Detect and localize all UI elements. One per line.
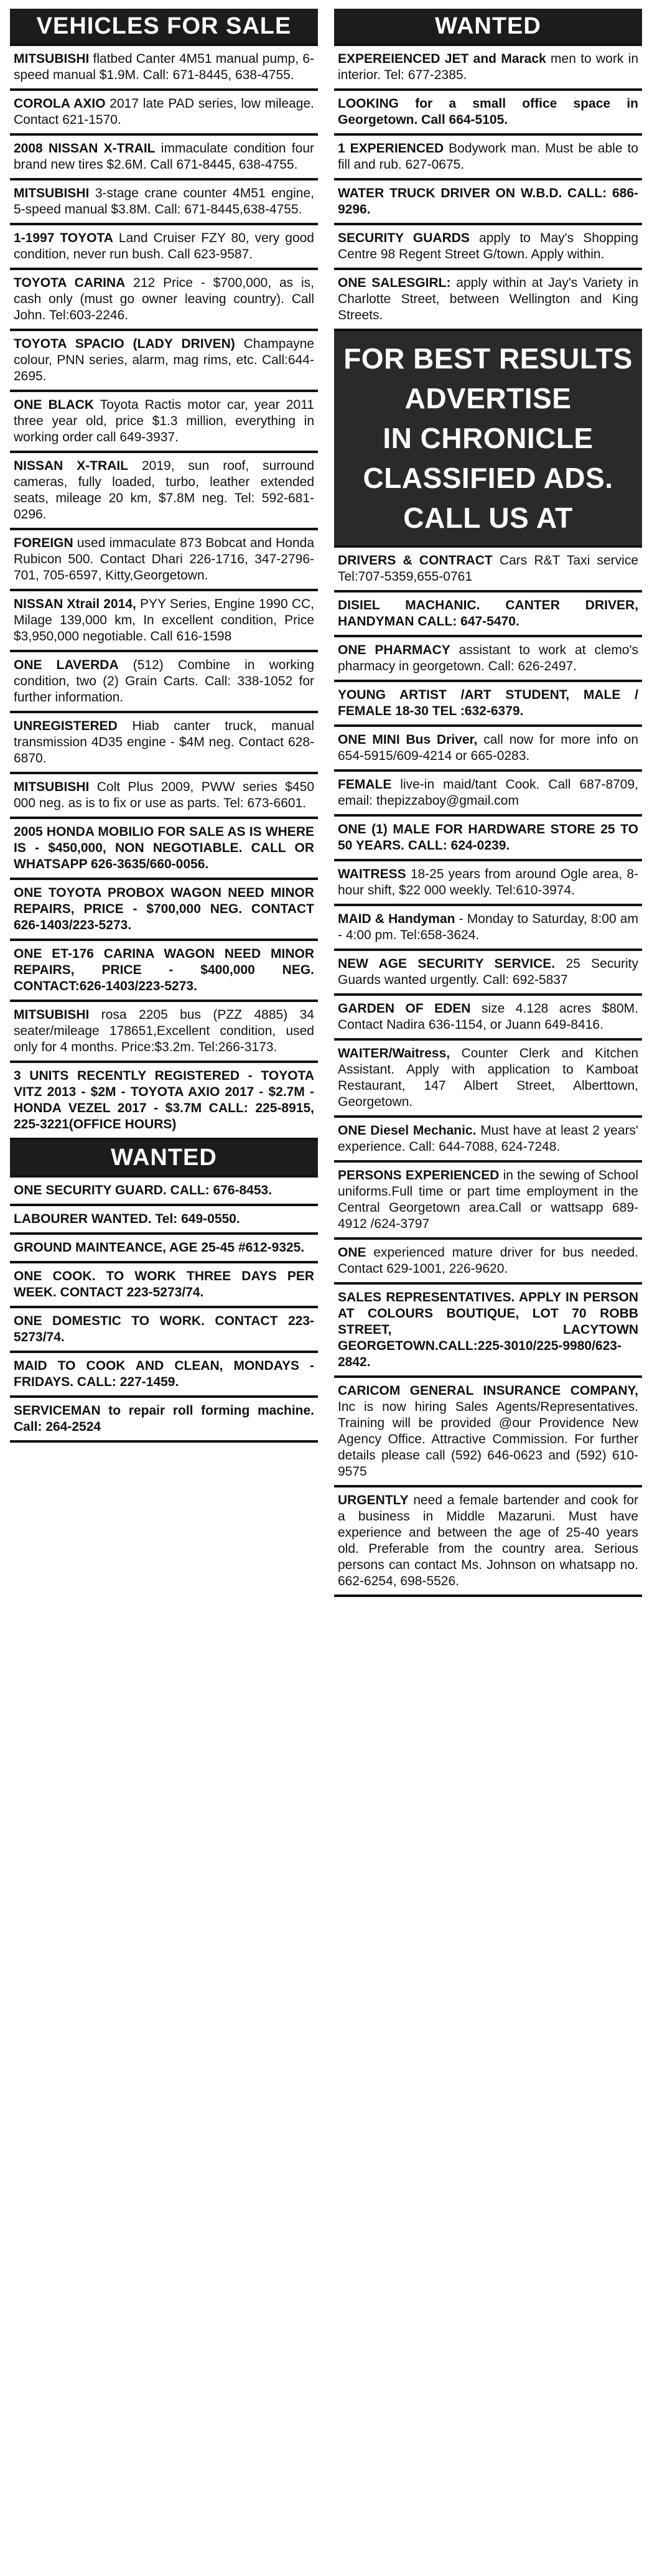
- ad-heading: MITSUBISHI: [14, 186, 90, 200]
- ad-body: 212 Price - $700,000, as is, cash only (must go owner leaving country). Call John. Tel:603-2246.: [14, 276, 314, 322]
- left-column: [10, 9, 318, 2576]
- wanted-list-left: [10, 1175, 318, 1443]
- wanted-header-right: WANTED: [334, 9, 642, 44]
- ad-body: assistant to work at clemo's pharmacy in georgetown. Call: 626-2497.: [338, 643, 638, 673]
- ad-body: flatbed Canter 4M51 manual pump, 6-speed manual $1.9M. Call: 671-8445, 638-4755.: [14, 52, 314, 82]
- classified-ad: [10, 44, 318, 88]
- ad-body: Must have at least 2 years' experience. Call: 644-7088, 624-7248.: [338, 1123, 638, 1154]
- classified-ad: [334, 814, 642, 859]
- ad-heading: URGENTLY: [338, 1493, 409, 1507]
- classified-ad: [10, 589, 318, 650]
- classified-ad: [10, 817, 318, 878]
- classified-ad: [10, 1061, 318, 1140]
- ad-heading: ONE ET-176 CARINA WAGON NEED MINOR REPAIRS, PRICE - $400,000 NEG. CONTACT:626-1403/223-5273.: [14, 947, 314, 993]
- ad-body: rosa 2205 bus (PZZ 4885) 34 seater/mileage 178651,Excellent condition, used only for 4 months. Price:$3.2m. Tel:266-3173.: [14, 1008, 314, 1054]
- classified-ad: [334, 1038, 642, 1115]
- ad-heading: PERSONS EXPERIENCED: [338, 1168, 500, 1183]
- ad-heading: WAITRESS: [338, 867, 406, 881]
- ad-heading: ONE Diesel Mechanic.: [338, 1123, 477, 1138]
- classified-ad: [334, 859, 642, 904]
- classified-ad: [334, 1160, 642, 1237]
- promo-line: CLASSIFIED ADS.: [363, 462, 613, 494]
- ad-body: Champayne colour, PNN series, alarm, mag rims, etc. Call:644-2695.: [14, 337, 314, 383]
- ad-heading: MAID TO COOK AND CLEAN, MONDAYS - FRIDAYS. CALL: 227-1459.: [14, 1359, 314, 1389]
- ad-body: 2017 late PAD series, low mileage. Contact 621-1570.: [14, 96, 314, 127]
- ad-heading: ONE BLACK: [14, 398, 95, 412]
- ad-heading: NISSAN X-TRAIL: [14, 459, 129, 473]
- promo-line: CALL US AT: [403, 502, 573, 534]
- ad-body: PYY Series, Engine 1990 CC, Milage 139,000 km, In excellent condition, Price $3,950,000 negotiable. Call 616-1598: [14, 597, 314, 644]
- ad-heading: GROUND MAINTEANCE, AGE 25-45 #612-9325.: [14, 1240, 305, 1255]
- ad-heading: ONE SECURITY GUARD.: [14, 1183, 167, 1197]
- classified-ad: [334, 948, 642, 993]
- promo-line: ADVERTISE: [404, 382, 572, 415]
- classified-ad: [10, 1306, 318, 1351]
- ad-heading: UNREGISTERED: [14, 719, 118, 733]
- ad-heading: SALES REPRESENTATIVES. APPLY IN PERSON AT COLOURS BOUTIQUE, LOT 70 ROBB STREET, LACYTOWN GEORGETOWN.CALL:225-3010/225-9980/623-2842.: [338, 1290, 638, 1369]
- ad-heading: MITSUBISHI: [14, 780, 90, 794]
- classified-ad: [334, 993, 642, 1038]
- ad-heading: YOUNG ARTIST /ART STUDENT, MALE / FEMALE 18-30 TEL :632-6379.: [338, 688, 638, 718]
- ad-heading: ONE MINI Bus Driver,: [338, 733, 478, 747]
- ad-body: Tel: 649-0550.: [151, 1212, 240, 1226]
- ad-body: Bodywork man. Must be able to fill and rub. 627-0675.: [338, 141, 638, 172]
- ad-heading: ONE LAVERDA: [14, 658, 119, 672]
- classified-ad: [10, 223, 318, 268]
- promo-line: IN CHRONICLE: [383, 422, 594, 454]
- classified-ad: [10, 1395, 318, 1443]
- ad-body: - Monday to Saturday, 8:00 am - 4:00 pm. Tel:658-3624.: [338, 912, 638, 942]
- ad-body: Cars R&T Taxi service Tel:707-5359,655-0761: [338, 553, 638, 584]
- ad-body: need a female bartender and cook for a business in Middle Mazaruni. Must have experience and between the age of 25-40 years old. Preferable from the country area. Serious persons can contact Ms. Johnson on whatsapp no. 662-6254, 698-5526.: [338, 1493, 638, 1588]
- classified-ad: [334, 88, 642, 133]
- ad-body: to repair roll forming machine. Call: 264-2524: [14, 1403, 314, 1434]
- wanted-list-bottom: [334, 545, 642, 1597]
- classified-ad: [334, 1375, 642, 1485]
- classified-ad: [10, 711, 318, 772]
- ad-body: men to work in interior. Tel: 677-2385.: [338, 52, 639, 82]
- ad-body: Land Cruiser FZY 80, very good condition, never run bush. Call 623-9587.: [14, 231, 314, 261]
- ad-body: Counter Clerk and Kitchen Assistant. Apply with application to Kamboat Restaurant, 147 Albert Street, Alberttown, Georgetown.: [338, 1046, 638, 1109]
- ad-heading: ONE COOK. TO WORK THREE DAYS PER WEEK. CONTACT 223-5273/74.: [14, 1269, 314, 1300]
- ad-heading: EXPEREIENCED JET and Marack: [338, 52, 546, 66]
- classified-ad: [10, 268, 318, 329]
- vehicles-list: [10, 44, 318, 1140]
- classified-ad: [10, 878, 318, 939]
- ad-body: 18-25 years from around Ogle area, 8-hour shift, $22 000 weekly. Tel:610-3974.: [338, 867, 638, 897]
- ad-heading: SECURITY GUARDS: [338, 231, 470, 245]
- classified-ad: [334, 178, 642, 223]
- ad-heading: DRIVERS & CONTRACT: [338, 553, 493, 568]
- ad-body: apply within at Jay's Variety in Charlotte Street, between Wellington and King Streets.: [338, 276, 639, 322]
- classified-ad: [334, 724, 642, 769]
- ad-heading: MAID & Handyman: [338, 912, 455, 926]
- ad-body: 2019, sun roof, surround cameras, fully loaded, turbo, leather extended seats, mileage 20 km, $7.8M neg. Tel: 592-681-0296.: [14, 459, 315, 522]
- ad-body: Toyota Ractis motor car, year 2011 three year old, price $1.3 million, everything in working order call 649-3937.: [14, 398, 314, 444]
- ad-heading: ONE TOYOTA PROBOX WAGON NEED MINOR REPAIRS, PRICE - $700,000 NEG. CONTACT 626-1403/223-5273.: [14, 886, 314, 932]
- classified-ad: [10, 772, 318, 817]
- classified-ad: [334, 1485, 642, 1597]
- classified-ad: [334, 769, 642, 814]
- classified-ad: [10, 390, 318, 451]
- classified-ad: [334, 268, 642, 331]
- promo-box: [334, 331, 642, 545]
- ad-body: immaculate condition four brand new tires $2.6M. Call 671-8445, 638-4755.: [14, 141, 314, 172]
- classified-ad: [10, 1261, 318, 1306]
- ad-heading: DISIEL MACHANIC. CANTER DRIVER, HANDYMAN CALL: 647-5470.: [338, 598, 638, 629]
- ad-heading: 1-1997 TOYOTA: [14, 231, 113, 245]
- classified-ad: [334, 223, 642, 268]
- ad-heading: NEW AGE SECURITY SERVICE.: [338, 957, 556, 971]
- ad-body: experienced mature driver for bus needed. Contact 629-1001, 226-9620.: [338, 1245, 638, 1276]
- classified-ad: [334, 635, 642, 680]
- classified-ad: [10, 133, 318, 178]
- classified-ad: [10, 528, 318, 589]
- ad-heading: 3 UNITS RECENTLY REGISTERED - TOYOTA VITZ 2013 - $2M - TOYOTA AXIO 2017 - $2.7M - HONDA VEZEL 2017 - $3.7M CALL: 225-8915, 225-3221(OFFICE HOURS): [14, 1069, 314, 1131]
- ad-body: Colt Plus 2009, PWW series $450 000 neg. as is to fix or use as parts. Tel: 673-6601.: [14, 780, 314, 810]
- ad-heading: MITSUBISHI: [14, 1008, 90, 1022]
- ad-heading: ONE DOMESTIC TO WORK. CONTACT 223-5273/74.: [14, 1314, 314, 1344]
- classified-ad: [334, 133, 642, 178]
- ad-body: CALL: 676-8453.: [166, 1183, 272, 1197]
- classified-ad: [10, 1000, 318, 1061]
- classified-ad: [334, 904, 642, 948]
- ad-heading: WATER TRUCK DRIVER ON W.B.D. CALL: 686-9296.: [338, 186, 638, 217]
- classified-ad: [334, 680, 642, 724]
- ad-heading: ONE PHARMACY: [338, 643, 450, 657]
- right-column: [334, 9, 642, 2576]
- classified-ad: [334, 44, 642, 88]
- classified-ad: [334, 590, 642, 635]
- ad-body: Hiab canter truck, manual transmission 4D35 engine - $4M neg. Contact 628-6870.: [14, 719, 314, 766]
- ad-body: used immaculate 873 Bobcat and Honda Rubicon 500. Contact Dhari 226-1716, 347-2796-701, 705-6597, Kitty,Georgetown.: [14, 536, 314, 583]
- ad-heading: FOREIGN: [14, 536, 73, 550]
- classified-ad: [10, 451, 318, 528]
- ad-heading: COROLA AXIO: [14, 96, 106, 111]
- ad-heading: ONE: [338, 1245, 366, 1260]
- vehicles-for-sale-header: VEHICLES FOR SALE: [10, 9, 318, 44]
- ad-heading: LABOURER WANTED.: [14, 1212, 152, 1226]
- ad-body: 25 Security Guards wanted urgently. Call: 692-5837: [338, 957, 639, 987]
- classified-ad: [10, 1232, 318, 1261]
- classified-ad: [10, 88, 318, 133]
- ad-body: in the sewing of School uniforms.Full time or part time employment in the Central Georgetown area.Call or wattsapp 689-4912 /624-3797: [338, 1168, 638, 1231]
- ad-body: size 4.128 acres $80M. Contact Nadira 636-1154, or Juann 649-8416.: [338, 1001, 638, 1032]
- ad-heading: TOYOTA SPACIO (LADY DRIVEN): [14, 337, 235, 351]
- wanted-header-left: WANTED: [10, 1140, 318, 1175]
- classified-ad: [334, 1237, 642, 1282]
- ad-body: 3-stage crane counter 4M51 engine, 5-speed manual $3.8M. Call: 671-8445,638-4755.: [14, 186, 314, 217]
- ad-heading: 1 EXPERIENCED: [338, 141, 444, 156]
- classified-ad: [10, 1351, 318, 1395]
- ad-body: call now for more info on 654-5915/609-4214 or 665-0283.: [338, 733, 638, 763]
- classified-ad: [10, 329, 318, 390]
- ad-heading: SERVICEMAN: [14, 1403, 101, 1418]
- classified-ad: [10, 178, 318, 223]
- ad-heading: FEMALE: [338, 777, 392, 792]
- ad-body: live-in maid/tant Cook. Call 687-8709, email: thepizzaboy@gmail.com: [338, 777, 638, 808]
- ad-heading: GARDEN OF EDEN: [338, 1001, 471, 1016]
- ad-heading: MITSUBISHI: [14, 52, 90, 66]
- classified-ad: [10, 1204, 318, 1232]
- ad-heading: TOYOTA CARINA: [14, 276, 126, 290]
- ad-heading: WAITER/Waitress,: [338, 1046, 450, 1061]
- ad-heading: 2008 NISSAN X-TRAIL: [14, 141, 156, 156]
- classified-ad: [10, 1175, 318, 1204]
- ad-body: (512) Combine in working condition, two (2) Grain Carts. Call: 338-1052 for further information.: [14, 658, 314, 705]
- classified-ad: [334, 1282, 642, 1375]
- classified-ad: [334, 1115, 642, 1160]
- ad-heading: ONE (1) MALE FOR HARDWARE STORE 25 TO 50 YEARS. CALL: 624-0239.: [338, 822, 638, 853]
- ad-heading: 2005 HONDA MOBILIO FOR SALE AS IS WHERE IS - $450,000, NON NEGOTIABLE. CALL OR WHATSAPP 626-3635/660-0056.: [14, 825, 314, 871]
- classified-ad: [10, 650, 318, 711]
- ad-heading: NISSAN Xtrail 2014,: [14, 597, 136, 611]
- classified-ad: [334, 545, 642, 590]
- ad-body: Inc is now hiring Sales Agents/Representatives. Training will be provided @our Providence New Agency Office. Attractive Commission. For further details please call (592) 646-0623 and (592) 610-9575: [338, 1400, 638, 1479]
- promo-line: FOR BEST RESULTS: [343, 342, 633, 375]
- classified-ad: [10, 939, 318, 1000]
- ad-heading: LOOKING for a small office space in Georgetown. Call 664-5105.: [338, 96, 638, 127]
- ad-heading: CARICOM GENERAL INSURANCE COMPANY,: [338, 1384, 638, 1398]
- wanted-list-top: [334, 44, 642, 331]
- ad-body: apply to May's Shopping Centre 98 Regent Street G/town. Apply within.: [338, 231, 639, 261]
- ad-heading: ONE SALESGIRL:: [338, 276, 451, 290]
